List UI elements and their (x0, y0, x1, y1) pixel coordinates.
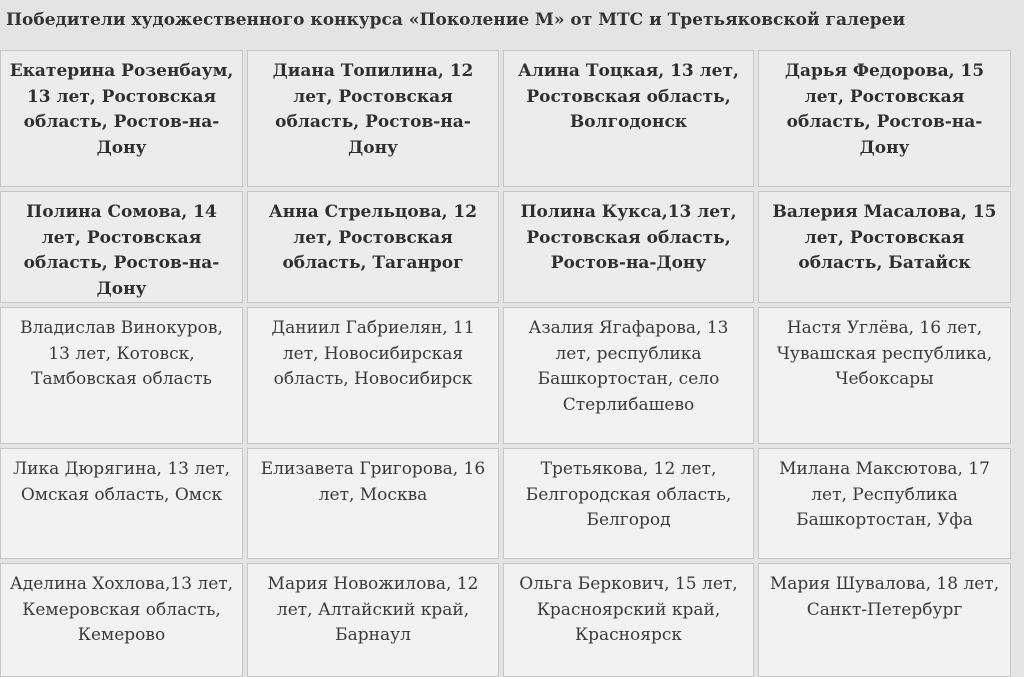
table-header-cell: Дарья Федорова, 15 лет, Ростовская область, Ростов-на-Дону (758, 50, 1011, 187)
table-cell: Третьякова, 12 лет, Белгородская область, Белгород (503, 448, 754, 559)
table-cell: Даниил Габриелян, 11 лет, Новосибирская область, Новосибирск (247, 307, 499, 444)
table-cell: Лика Дюрягина, 13 лет, Омская область, Омск (0, 448, 243, 559)
table-cell: Азалия Ягафарова, 13 лет, республика Башкортостан, село Стерлибашево (503, 307, 754, 444)
table-cell: Мария Шувалова, 18 лет, Санкт-Петербург (758, 563, 1011, 677)
table-header-cell: Валерия Масалова, 15 лет, Ростовская область, Батайск (758, 191, 1011, 303)
table-cell: Настя Углёва, 16 лет, Чувашская республика, Чебоксары (758, 307, 1011, 444)
table-header-cell: Диана Топилина, 12 лет, Ростовская область, Ростов-на-Дону (247, 50, 499, 187)
table-cell: Аделина Хохлова,13 лет, Кемеровская область, Кемерово (0, 563, 243, 677)
table-cell: Владислав Винокуров, 13 лет, Котовск, Тамбовская область (0, 307, 243, 444)
table-header-cell: Екатерина Розенбаум, 13 лет, Ростовская область, Ростов-на-Дону (0, 50, 243, 187)
winners-table (0, 50, 1015, 677)
table-cell: Милана Максютова, 17 лет, Республика Башкортостан, Уфа (758, 448, 1011, 559)
table-cell: Елизавета Григорова, 16 лет, Москва (247, 448, 499, 559)
table-caption: Победители художественного конкурса «Поколение М» от МТС и Третьяковской галереи (6, 10, 906, 30)
table-header-cell: Полина Кукса,13 лет, Ростовская область, Ростов-на-Дону (503, 191, 754, 303)
table-header-cell: Полина Сомова, 14 лет, Ростовская область, Ростов-на-Дону (0, 191, 243, 303)
table-cell: Мария Новожилова, 12 лет, Алтайский край, Барнаул (247, 563, 499, 677)
table-cell: Ольга Беркович, 15 лет, Красноярский край, Красноярск (503, 563, 754, 677)
table-header-cell: Алина Тоцкая, 13 лет, Ростовская область, Волгодонск (503, 50, 754, 187)
table-header-cell: Анна Стрельцова, 12 лет, Ростовская область, Таганрог (247, 191, 499, 303)
